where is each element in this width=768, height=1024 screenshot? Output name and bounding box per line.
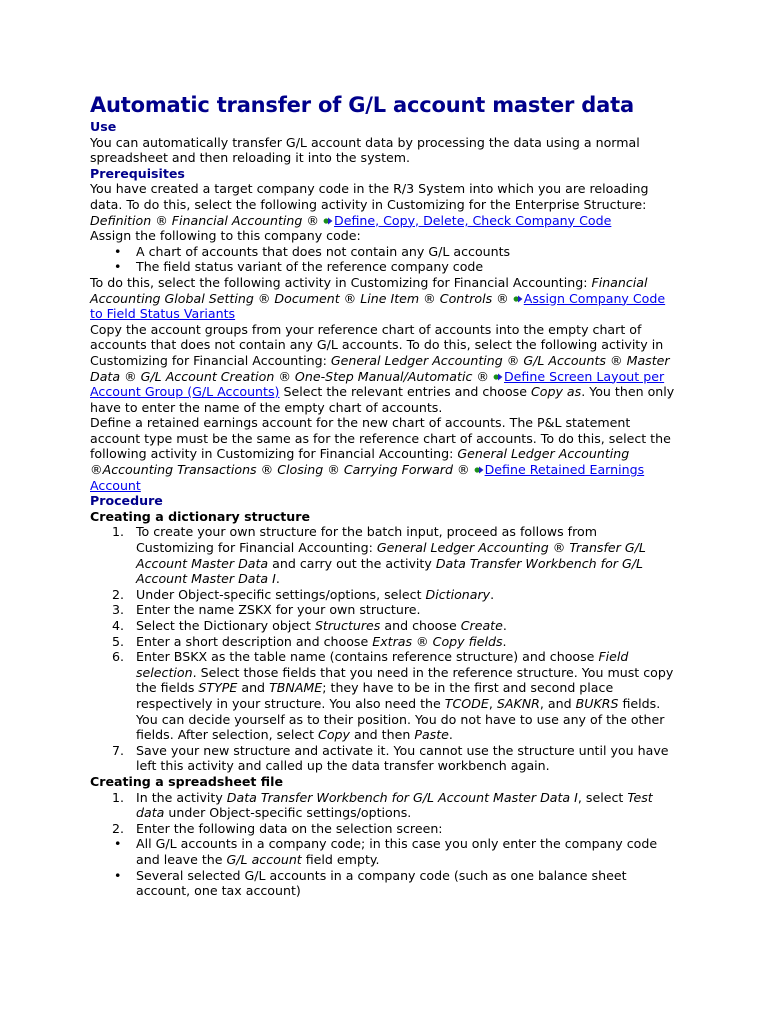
link-define-retained-earnings-account[interactable]: Define Retained Earnings Account: [90, 462, 645, 493]
list-item: • A chart of accounts that does not contain any G/L accounts: [90, 244, 678, 260]
list-item: 6. Enter BSKX as the table name (contains reference structure) and choose Field selection. Select those fields that you need in the reference structure. You must copy the fields STYPE and TBNAME; they have to be in the first and second place respectively in your structure. You also need the TCODE, SAKNR, and BUKRS fields. You can decide yourself as to their position. You do not have to use any of the other fields. After selection, select Copy and then Paste.: [112, 649, 674, 743]
link-define-screen-layout-per-account-group[interactable]: Define Screen Layout per Account Group (G/L Accounts): [90, 368, 665, 400]
list-item: • Several selected G/L accounts in a company code (such as one balance sheet account, one tax account): [90, 868, 678, 899]
use-heading: Use: [90, 119, 117, 134]
spreadsheet-steps-list: [90, 790, 678, 837]
subheading-dictionary-structure: Creating a dictionary structure: [90, 508, 311, 524]
dictionary-steps-list: [90, 524, 678, 774]
list-item: 1. To create your own structure for the batch input, proceed as follows from Customizing for Financial Accounting: General Ledger Accounting ® Transfer G/L Account Master Data and carry out the activity Data Transfer Workbench for G/L Account Master Data I.: [112, 524, 646, 587]
list-item: • The field status variant of the reference company code: [90, 259, 678, 275]
list-item: 3. Enter the name ZSKX for your own structure.: [112, 602, 421, 618]
prerequisites-heading: Prerequisites: [90, 165, 185, 181]
use-text: You can automatically transfer G/L account data by processing the data using a normal spreadsheet and then reloading it into the system.: [90, 134, 640, 166]
page-title: Automatic transfer of G/L account master data: [90, 93, 634, 117]
link-define-copy-delete-check-company-code[interactable]: Define, Copy, Delete, Check Company Code: [334, 212, 612, 228]
list-item: 2. Under Object-specific settings/options, select Dictionary.: [112, 586, 495, 602]
prerequisites-paragraph-4: Define a retained earnings account for the new chart of accounts. The P&L statement account type must be the same as for the reference chart of accounts. To do this, select the following activity in Customizing for Financial Accounting: General Ledger Accounting ®Accounting Transactions ® Closing ® Carrying Forward ® Define Retained Earnings Account: [90, 415, 671, 493]
subheading-spreadsheet-file: Creating a spreadsheet file: [90, 773, 283, 789]
link-arrow-icon: [493, 372, 503, 382]
procedure-heading: Procedure: [90, 493, 163, 509]
link-arrow-icon: [513, 294, 523, 304]
list-item: 5. Enter a short description and choose Extras ® Copy fields.: [112, 633, 507, 649]
link-arrow-icon: [323, 216, 333, 226]
list-item: 1. In the activity Data Transfer Workbench for G/L Account Master Data I, select Test data under Object-specific settings/options.: [112, 789, 653, 821]
list-item: 7. Save your new structure and activate it. You cannot use the structure until you have left this activity and called up the data transfer workbench again.: [112, 742, 669, 774]
prerequisites-paragraph-1: You have created a target company code in the R/3 System into which you are reloading data. To do this, select the following activity in Customizing for the Enterprise Structure: Definition ® Financial Accounting ® Define, Copy, Delete, Check Company Code: [90, 181, 649, 228]
link-assign-company-code-to-field-status-variants[interactable]: Assign Company Code to Field Status Variants: [90, 290, 666, 322]
list-item: 4. Select the Dictionary object Structures and choose Create.: [112, 618, 507, 633]
list-item: • All G/L accounts in a company code; in this case you only enter the company code and leave the G/L account field empty.: [90, 836, 678, 867]
assign-intro: Assign the following to this company code:: [90, 228, 361, 244]
selection-options-list: [90, 836, 678, 898]
prerequisites-paragraph-2: To do this, select the following activity in Customizing for Financial Accounting: Financial Accounting Global Setting ® Document ® Line Item ® Controls ® Assign Company Code to Field Status Variants: [90, 274, 666, 322]
prerequisites-paragraph-3: Copy the account groups from your reference chart of accounts into the empty chart of accounts that does not contain any G/L accounts. To do this, select the following activity in Customizing for Financial Accounting: General Ledger Accounting ® G/L Accounts ® Master Data ® G/L Account Creation ® One-Step Manual/Automatic ® Define Screen Layout per Account Group (G/L Accounts) Select the relevant entries and choose Copy as. You then only have to enter the name of the empty chart of accounts.: [90, 321, 675, 415]
link-arrow-icon: [474, 465, 484, 475]
list-item: 2. Enter the following data on the selection screen:: [112, 820, 443, 836]
assign-list: [90, 244, 678, 275]
